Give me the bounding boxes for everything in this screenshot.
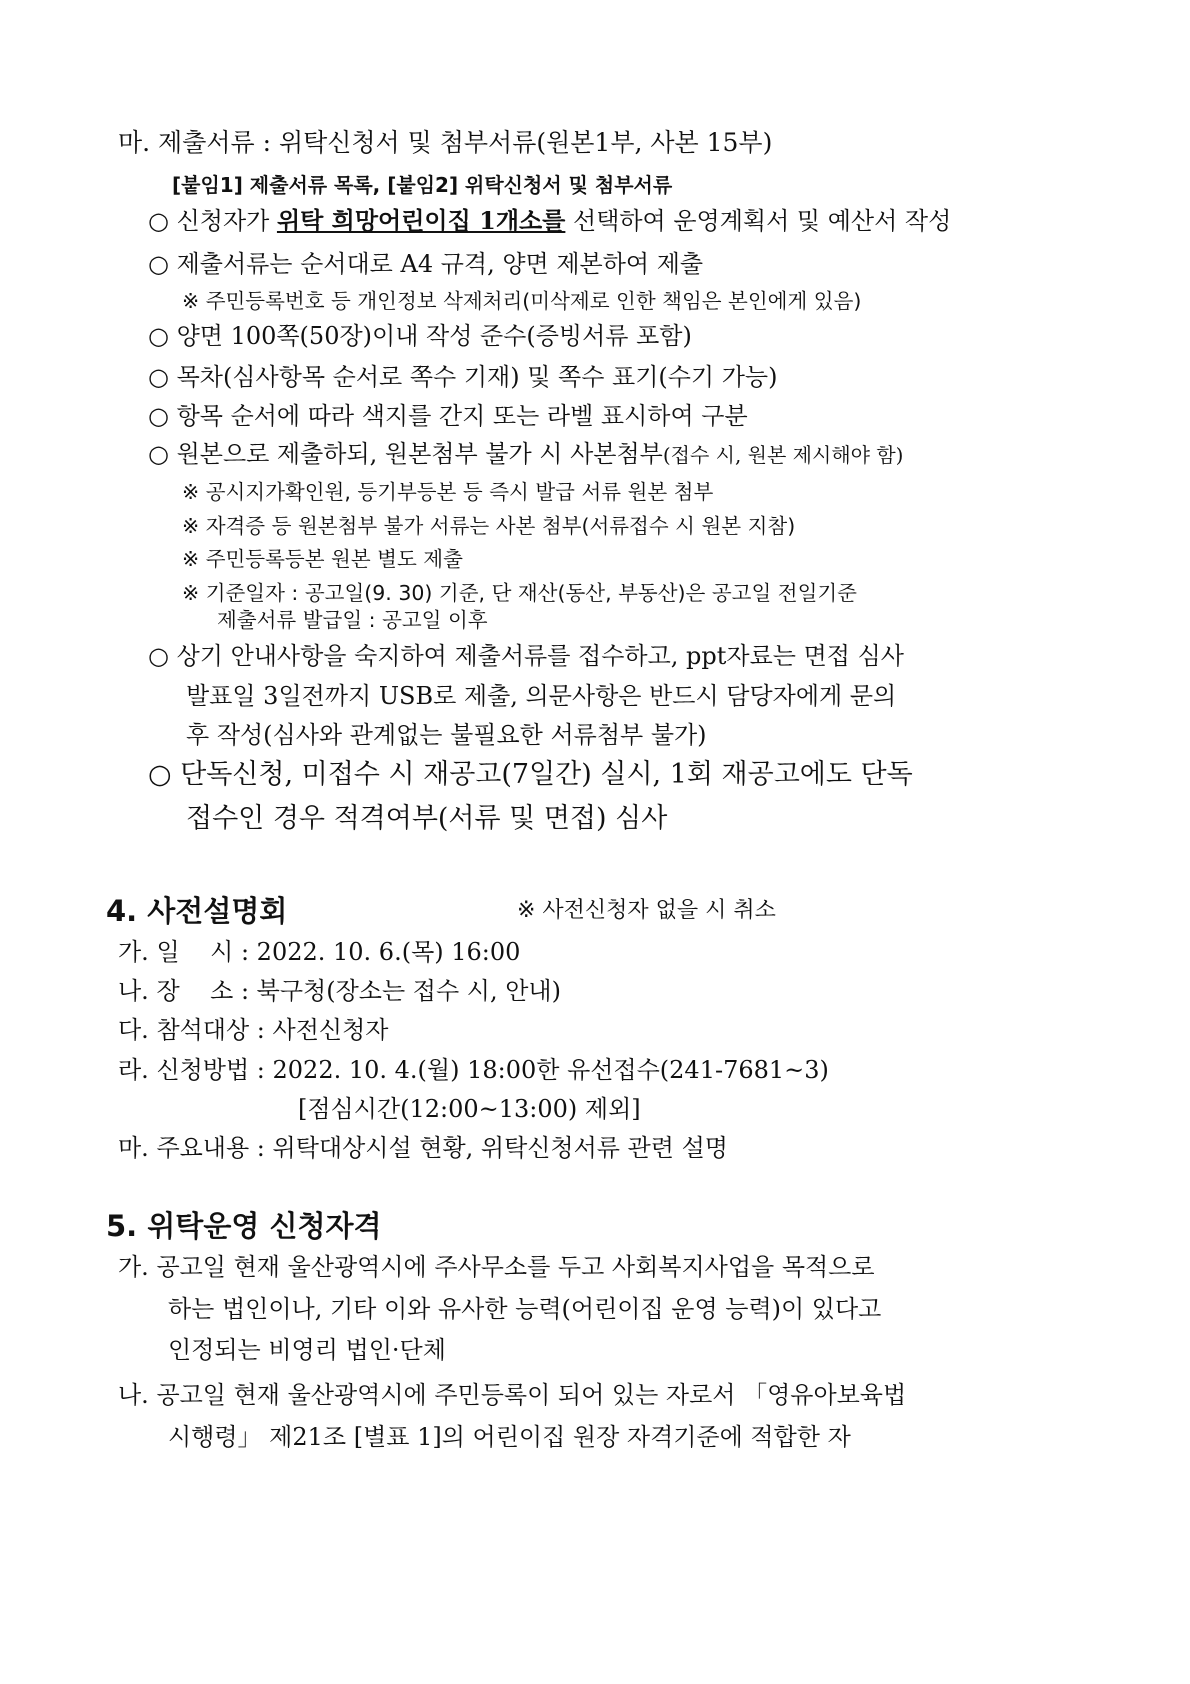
section-5-heading: 5. 위탁운영 신청자격 — [106, 1209, 382, 1243]
note-original-attach: ※ 공시지가확인원, 등기부등본 등 즉시 발급 서류 원본 첨부 — [182, 480, 714, 504]
bullet-select-daycare-pre: ○ 신청자가 — [148, 207, 277, 235]
note-personal-info: ※ 주민등록번호 등 개인정보 삭제처리(미삭제로 인한 책임은 본인에게 있음) — [182, 289, 862, 313]
bullet-page-limit: ○ 양면 100쪽(50장)이내 작성 준수(증빙서류 포함) — [148, 322, 692, 350]
briefing-location: 나. 장 소 : 북구청(장소는 접수 시, 안내) — [118, 977, 561, 1005]
bullet-table-of-contents: ○ 목차(심사항목 순서로 쪽수 기재) 및 쪽수 표기(수기 가능) — [148, 363, 778, 391]
bullet-colored-dividers: ○ 항목 순서에 따라 색지를 간지 또는 라벨 표시하여 구분 — [148, 402, 748, 430]
note-issue-date: 제출서류 발급일 : 공고일 이후 — [217, 608, 488, 632]
bullet-usb-submission-line1: ○ 상기 안내사항을 숙지하여 제출서류를 접수하고, ppt자료는 면접 심사 — [148, 642, 904, 670]
section-4-heading: 4. 사전설명회 — [106, 894, 288, 928]
bullet-a4-binding: ○ 제출서류는 순서대로 A4 규격, 양면 제본하여 제출 — [148, 250, 704, 278]
bullet-select-daycare-post: 선택하여 운영계획서 및 예산서 작성 — [565, 207, 952, 235]
bullet-original-docs-main: ○ 원본으로 제출하되, 원본첨부 불가 시 사본첨부 — [148, 440, 663, 468]
section-4-cancel-note: ※ 사전신청자 없을 시 취소 — [517, 898, 776, 923]
submission-docs-item: 마. 제출서류 : 위탁신청서 및 첨부서류(원본1부, 사본 15부) — [118, 128, 773, 157]
eligibility-ga-line2: 하는 법인이나, 기타 이와 유사한 능력(어린이집 운영 능력)이 있다고 — [168, 1295, 882, 1323]
bullet-original-docs-tail: (접수 시, 원본 제시해야 함) — [662, 443, 904, 467]
eligibility-na-line1: 나. 공고일 현재 울산광역시에 주민등록이 되어 있는 자로서 「영유아보육법 — [118, 1381, 907, 1409]
bullet-select-daycare — [148, 206, 951, 236]
attachment-reference: [붙임1] 제출서류 목록, [붙임2] 위탁신청서 및 첨부서류 — [172, 173, 673, 197]
bullet-usb-submission-line3: 후 작성(심사와 관계없는 불필요한 서류첨부 불가) — [186, 721, 707, 749]
briefing-attendees: 다. 참석대상 : 사전신청자 — [118, 1016, 389, 1044]
eligibility-na-line2: 시행령」 제21조 [별표 1]의 어린이집 원장 자격기준에 적합한 자 — [168, 1423, 851, 1451]
note-reference-date: ※ 기준일자 : 공고일(9. 30) 기준, 단 재산(동산, 부동산)은 공고일 전일기준 — [182, 581, 857, 605]
bullet-usb-submission-line2: 발표일 3일전까지 USB로 제출, 의문사항은 반드시 담당자에게 문의 — [186, 682, 897, 710]
eligibility-ga-line3: 인정되는 비영리 법인·단체 — [168, 1336, 446, 1364]
note-copy-attach: ※ 자격증 등 원본첨부 불가 서류는 사본 첨부(서류접수 시 원본 지참) — [182, 514, 796, 538]
bullet-single-applicant-line1: ○ 단독신청, 미접수 시 재공고(7일간) 실시, 1회 재공고에도 단독 — [148, 759, 913, 790]
eligibility-ga-line1: 가. 공고일 현재 울산광역시에 주사무소를 두고 사회복지사업을 목적으로 — [118, 1253, 875, 1281]
bullet-single-applicant-line2: 접수인 경우 적격여부(서류 및 면접) 심사 — [186, 803, 668, 834]
bullet-original-docs — [148, 439, 903, 469]
briefing-datetime: 가. 일 시 : 2022. 10. 6.(목) 16:00 — [118, 938, 521, 966]
briefing-main-content: 마. 주요내용 : 위탁대상시설 현황, 위탁신청서류 관련 설명 — [118, 1134, 728, 1162]
note-resident-register: ※ 주민등록등본 원본 별도 제출 — [182, 547, 463, 571]
briefing-lunch-exclusion: [점심시간(12:00~13:00) 제외] — [298, 1095, 641, 1123]
briefing-application-method: 라. 신청방법 : 2022. 10. 4.(월) 18:00한 유선접수(241-7681~3) — [118, 1056, 829, 1084]
bullet-select-daycare-emphasis: 위탁 희망어린이집 1개소를 — [276, 206, 566, 235]
